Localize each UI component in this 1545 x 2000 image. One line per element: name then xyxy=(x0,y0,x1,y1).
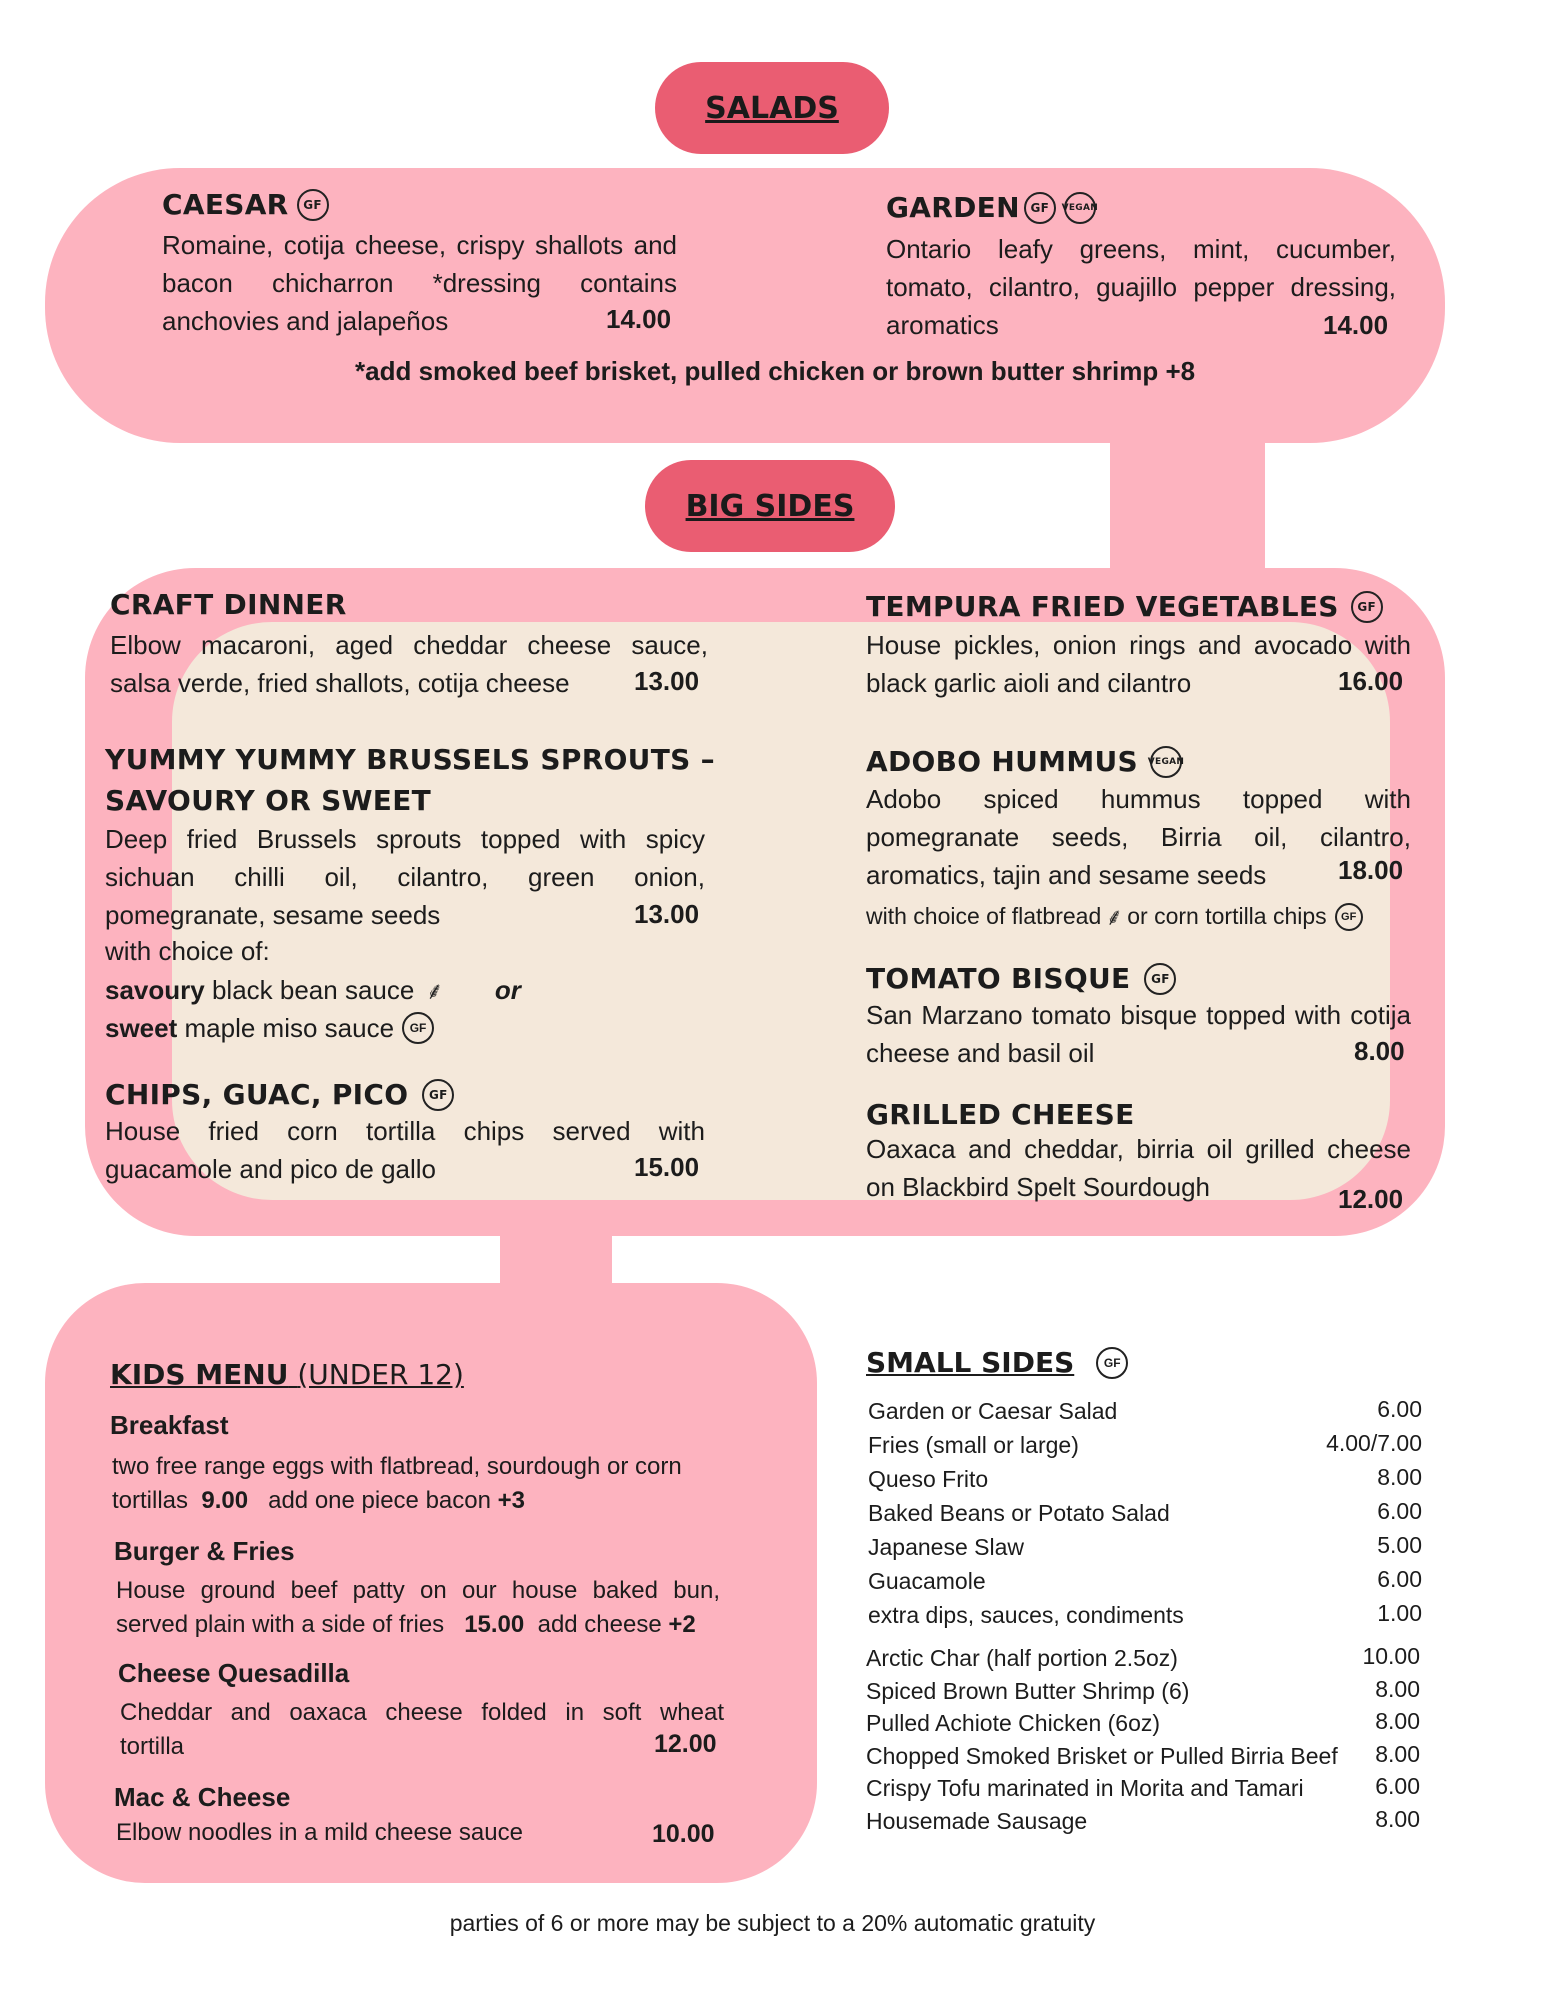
vegan-leaf-icon: VEGAN xyxy=(1064,192,1096,224)
gluten-free-icon: GF xyxy=(1096,1347,1128,1379)
small-side-item: Japanese Slaw xyxy=(868,1534,1024,1560)
small-side-price: 6.00 xyxy=(1375,1773,1420,1799)
breakfast-desc-line1: two free range eggs with flatbread, sourdough or corn xyxy=(112,1453,682,1480)
brussels-title-line1: YUMMY YUMMY BRUSSELS SPROUTS – xyxy=(105,743,715,776)
hummus-choice: with choice of flatbread ⸙ or corn tortilla chips GF xyxy=(866,900,1363,933)
salads-heading: SALADS xyxy=(705,90,839,126)
wheat-icon: ⸙ xyxy=(425,978,444,1005)
gluten-free-icon: GF xyxy=(1351,591,1383,623)
small-side-price: 6.00 xyxy=(1377,1396,1422,1422)
chips-price: 15.00 xyxy=(634,1152,700,1182)
craft-dinner-desc: Elbow macaroni, aged cheddar cheese sauce, salsa verde, fried shallots, cotija cheese xyxy=(110,630,708,698)
hummus-title: ADOBO HUMMUS VEGAN xyxy=(866,745,1185,778)
hummus-price: 18.00 xyxy=(1338,855,1404,885)
wheat-icon: ⸙ xyxy=(1105,904,1124,931)
grilled-desc: Oaxaca and cheddar, birria oil grilled cheese on Blackbird Spelt Sourdough xyxy=(866,1134,1411,1202)
tempura-title: TEMPURA FRIED VEGETABLES GF xyxy=(866,590,1383,623)
small-side-price: 8.00 xyxy=(1375,1805,1420,1832)
small-side-item: Chopped Smoked Brisket or Pulled Birria Beef xyxy=(866,1742,1338,1769)
small-side-price: 10.00 xyxy=(1362,1643,1420,1669)
small-side-price: 6.00 xyxy=(1377,1498,1422,1524)
brussels-title-line2: SAVOURY OR SWEET xyxy=(105,784,432,817)
tempura-price: 16.00 xyxy=(1338,666,1404,696)
grilled-title: GRILLED CHEESE xyxy=(866,1098,1135,1131)
mac-desc: Elbow noodles in a mild cheese sauce xyxy=(116,1819,523,1846)
quesadilla-desc-line1: Cheddar and oaxaca cheese folded in soft wheat xyxy=(120,1699,724,1726)
garden-title: GARDEN GF VEGAN xyxy=(886,191,1099,224)
gluten-free-icon: GF xyxy=(402,1012,434,1044)
hummus-desc: Adobo spiced hummus topped with pomegranate seeds, Birria oil, cilantro, aromatics, tajin and sesame seeds xyxy=(866,784,1411,890)
or-text: or xyxy=(494,975,521,1005)
garden-desc: Ontario leafy greens, mint, cucumber, tomato, cilantro, guajillo pepper dressing, aromatics xyxy=(886,234,1396,340)
mac-title: Mac & Cheese xyxy=(114,1782,291,1812)
breakfast-title: Breakfast xyxy=(110,1410,229,1440)
small-side-item: Queso Frito xyxy=(868,1466,989,1492)
brussels-sweet-option: sweet maple miso sauce GF xyxy=(105,1012,434,1044)
small-side-item: Crispy Tofu marinated in Morita and Tamari xyxy=(866,1775,1304,1801)
kids-heading: KIDS MENU (UNDER 12) xyxy=(110,1358,464,1391)
gluten-free-icon: GF xyxy=(1024,192,1056,224)
big-sides-heading-pill xyxy=(645,460,895,552)
small-side-price: 5.00 xyxy=(1377,1532,1422,1558)
small-side-item: Guacamole xyxy=(868,1568,986,1594)
small-side-item: Pulled Achiote Chicken (6oz) xyxy=(866,1710,1161,1736)
salads-heading-pill xyxy=(655,62,889,154)
bisque-title: TOMATO BISQUE GF xyxy=(866,962,1176,995)
brussels-savoury-option: savoury black bean sauce ⸙ or xyxy=(105,975,521,1005)
chips-desc: House fried corn tortilla chips served with guacamole and pico de gallo xyxy=(105,1116,705,1184)
craft-dinner-title: CRAFT DINNER xyxy=(110,588,347,621)
small-side-item: Arctic Char (half portion 2.5oz) xyxy=(866,1645,1178,1671)
chips-title: CHIPS, GUAC, PICO GF xyxy=(105,1078,454,1111)
burger-title: Burger & Fries xyxy=(114,1536,295,1566)
salads-addon-note: *add smoked beef brisket, pulled chicken or brown butter shrimp +8 xyxy=(355,356,1196,386)
grilled-price: 12.00 xyxy=(1338,1184,1404,1214)
bisque-price: 8.00 xyxy=(1354,1036,1405,1066)
small-side-item: Housemade Sausage xyxy=(866,1807,1088,1834)
quesadilla-price: 12.00 xyxy=(654,1730,717,1758)
brussels-desc: Deep fried Brussels sprouts topped with spicy sichuan chilli oil, cilantro, green onion, pomegranate, sesame seeds xyxy=(105,824,705,930)
breakfast-desc-line2: tortillas 9.00 add one piece bacon +3 xyxy=(112,1487,526,1514)
burger-desc-line2: served plain with a side of fries 15.00 add cheese +2 xyxy=(116,1611,696,1638)
small-side-price: 8.00 xyxy=(1375,1740,1420,1767)
mac-price: 10.00 xyxy=(652,1820,715,1848)
small-side-price: 8.00 xyxy=(1377,1464,1422,1490)
small-side-price: 6.00 xyxy=(1377,1566,1422,1592)
tempura-desc: House pickles, onion rings and avocado with black garlic aioli and cilantro xyxy=(866,630,1411,698)
gluten-free-icon: GF xyxy=(1144,963,1176,995)
small-side-item: Baked Beans or Potato Salad xyxy=(868,1500,1170,1526)
brussels-price: 13.00 xyxy=(634,899,700,929)
caesar-price: 14.00 xyxy=(606,304,672,334)
small-side-price: 1.00 xyxy=(1377,1600,1422,1626)
quesadilla-title: Cheese Quesadilla xyxy=(118,1658,350,1688)
footer-note: parties of 6 or more may be subject to a 20% automatic gratuity xyxy=(449,1910,1096,1936)
craft-dinner-price: 13.00 xyxy=(634,666,700,696)
gluten-free-icon: GF xyxy=(422,1079,454,1111)
breakfast-price: 9.00 xyxy=(201,1487,249,1514)
big-sides-heading: BIG SIDES xyxy=(685,488,855,524)
small-side-price: 8.00 xyxy=(1375,1708,1420,1734)
small-side-price: 4.00/7.00 xyxy=(1326,1430,1422,1456)
garden-price: 14.00 xyxy=(1323,310,1389,340)
caesar-title: CAESAR GF xyxy=(162,188,329,221)
quesadilla-desc-line2: tortilla xyxy=(120,1733,185,1760)
burger-price: 15.00 xyxy=(464,1611,525,1638)
small-side-item: Garden or Caesar Salad xyxy=(868,1398,1118,1424)
burger-desc-line1: House ground beef patty on our house baked bun, xyxy=(116,1577,720,1604)
small-side-item: extra dips, sauces, condiments xyxy=(868,1602,1184,1628)
bisque-desc: San Marzano tomato bisque topped with cotija cheese and basil oil xyxy=(866,1000,1411,1068)
small-side-item: Fries (small or large) xyxy=(868,1432,1079,1458)
gluten-free-icon: GF xyxy=(1335,903,1363,931)
brussels-choice: with choice of: xyxy=(105,936,270,966)
vegan-leaf-icon: VEGAN xyxy=(1150,746,1182,778)
small-sides-heading: SMALL SIDES GF xyxy=(866,1346,1128,1379)
small-side-item: Spiced Brown Butter Shrimp (6) xyxy=(866,1677,1190,1704)
small-side-price: 8.00 xyxy=(1375,1675,1420,1702)
gluten-free-icon: GF xyxy=(297,189,329,221)
caesar-desc: Romaine, cotija cheese, crispy shallots and bacon chicharron *dressing contains anchovies and jalapeños xyxy=(162,230,677,336)
